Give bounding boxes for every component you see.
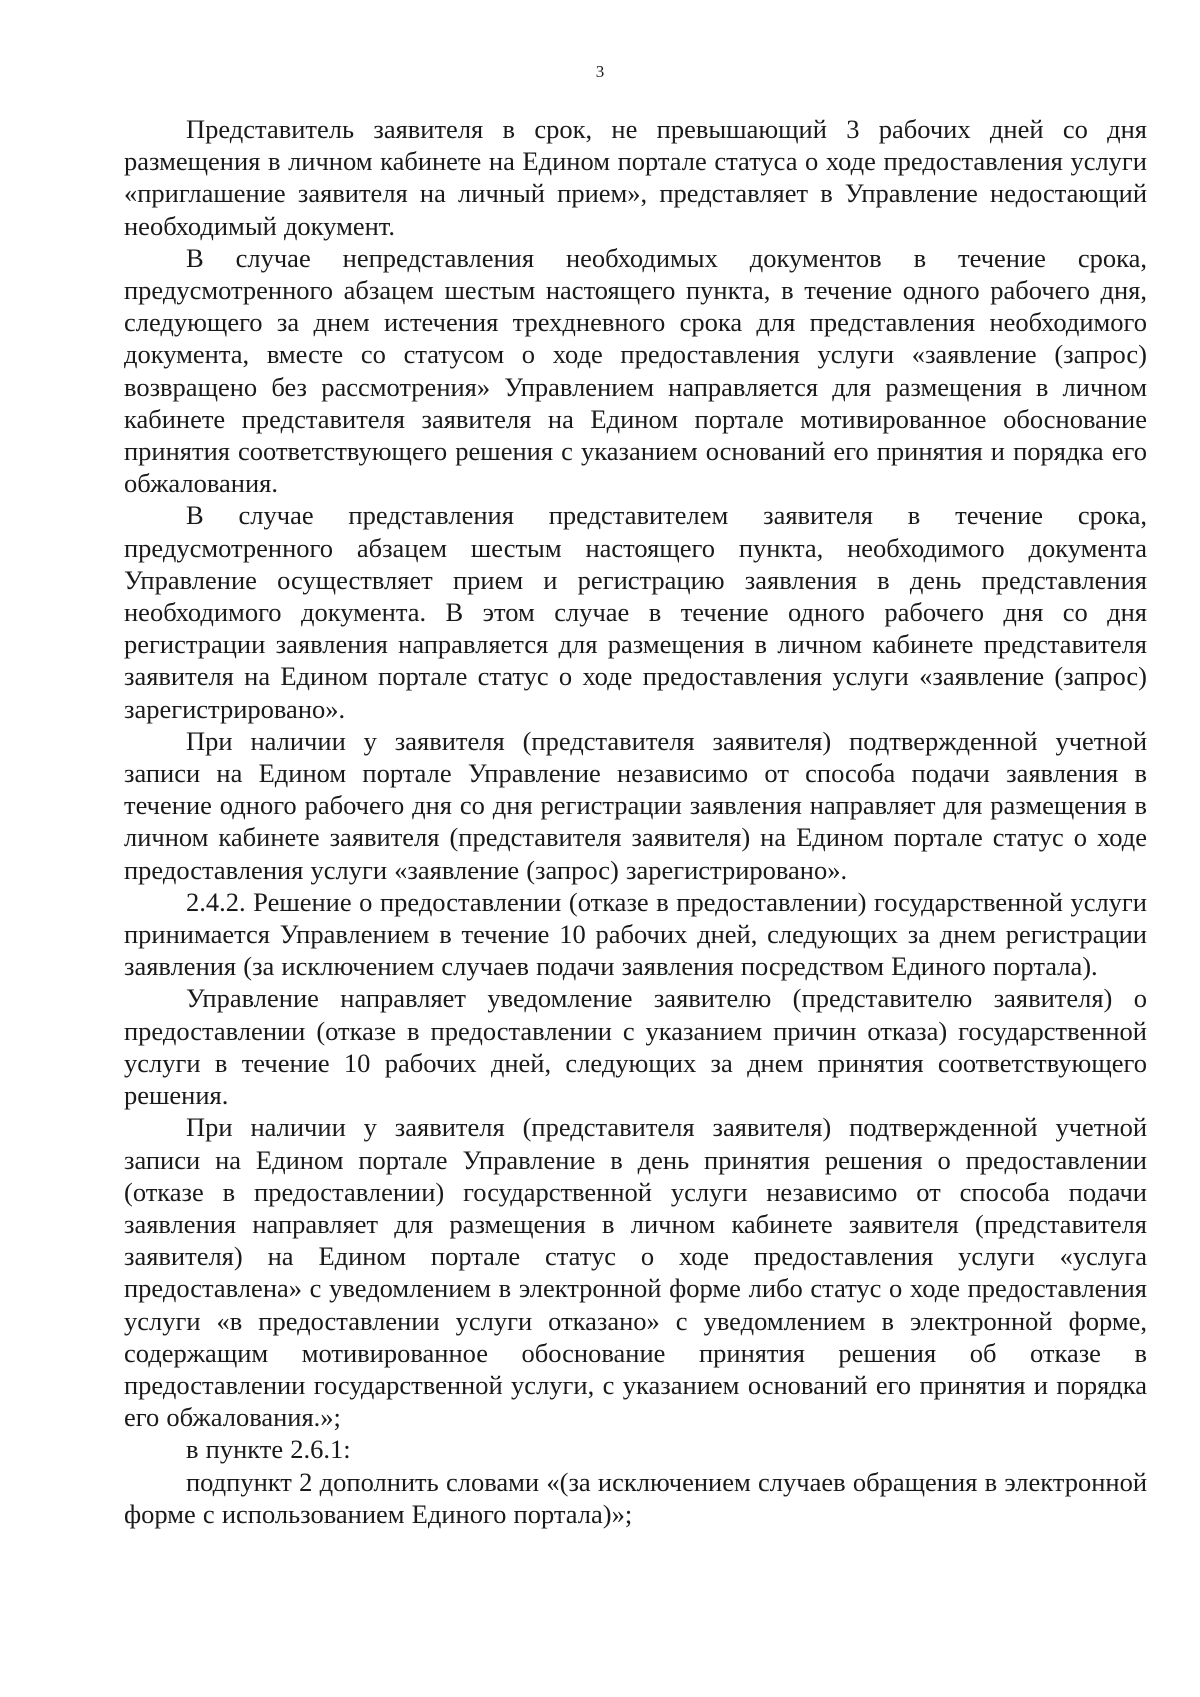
paragraph-clause-2-6-1: в пункте 2.6.1: (186, 1434, 351, 1465)
paragraph-submission: В случае представления представителем заявителя в течение срока, предусмотренного абзацем шестым настоящего пункта, необходимого документа Управление осуществляет прием и регистрацию заявления в день представления необходимого документа. В этом случае в течение одного рабочего дня со дня регистрации заявления направляется для размещения в личном кабинете представителя заявителя на Едином портале статус о ходе предоставления услуги «заявление (запрос) зарегистрировано». (124, 500, 1147, 724)
paragraph-section-2-4-2: 2.4.2. Решение о предоставлении (отказе в предоставлении) государственной услуги принимается Управлением в течение 10 рабочих дней, следующих за днем регистрации заявления (за исключением случаев подачи заявления посредством Единого портала). (124, 886, 1147, 982)
paragraph-subclause-2-amendment: подпункт 2 дополнить словами «(за исключением случаев обращения в электронной форме с использованием Единого портала)»; (124, 1466, 1147, 1529)
paragraph-notification: Управление направляет уведомление заявителю (представителю заявителя) о предоставлении (отказе в предоставлении с указанием причин отказа) государственной услуги в течение 10 рабочих дней, следующих за днем принятия соответствующего решения. (124, 983, 1147, 1111)
document-body (124, 113, 1147, 1530)
paragraph-account-registered-status: При наличии у заявителя (представителя заявителя) подтвержденной учетной записи на Едином портале Управление независимо от способа подачи заявления в течение одного рабочего дня со дня регистрации заявления направляет для размещения в личном кабинете заявителя (представителя заявителя) на Едином портале статус о ходе предоставления услуги «заявление (запрос) зарегистрировано». (124, 725, 1147, 885)
page-number: 3 (595, 62, 605, 81)
paragraph-representative-deadline: Представитель заявителя в срок, не превышающий 3 рабочих дней со дня размещения в личном кабинете на Едином портале статуса о ходе предоставления услуги «приглашение заявителя на личный прием», представляет в Управление недостающий необходимый документ. (124, 114, 1147, 241)
paragraph-account-decision-status: При наличии у заявителя (представителя заявителя) подтвержденной учетной записи на Едином портале Управление в день принятия решения о предоставлении (отказе в предоставлении) государственной услуги независимо от способа подачи заявления направляет для размещения в личном кабинете заявителя (представителя заявителя) на Едином портале статус о ходе предоставления услуги «услуга предоставлена» с уведомлением в электронной форме либо статус о ходе предоставления услуги «в предоставлении услуги отказано» с уведомлением в электронной форме, содержащим мотивированное обоснование принятия решения об отказе в предоставлении государственной услуги, с указанием оснований его принятия и порядка его обжалования.»; (124, 1112, 1147, 1433)
paragraph-non-submission: В случае непредставления необходимых документов в течение срока, предусмотренного абзацем шестым настоящего пункта, в течение одного рабочего дня, следующего за днем истечения трехдневного срока для представления необходимого документа, вместе со статусом о ходе предоставления услуги «заявление (запрос) возвращено без рассмотрения» Управлением направляется для размещения в личном кабинете представителя заявителя на Едином портале мотивированное обоснование принятия соответствующего решения с указанием оснований его принятия и порядка его обжалования. (124, 242, 1147, 499)
